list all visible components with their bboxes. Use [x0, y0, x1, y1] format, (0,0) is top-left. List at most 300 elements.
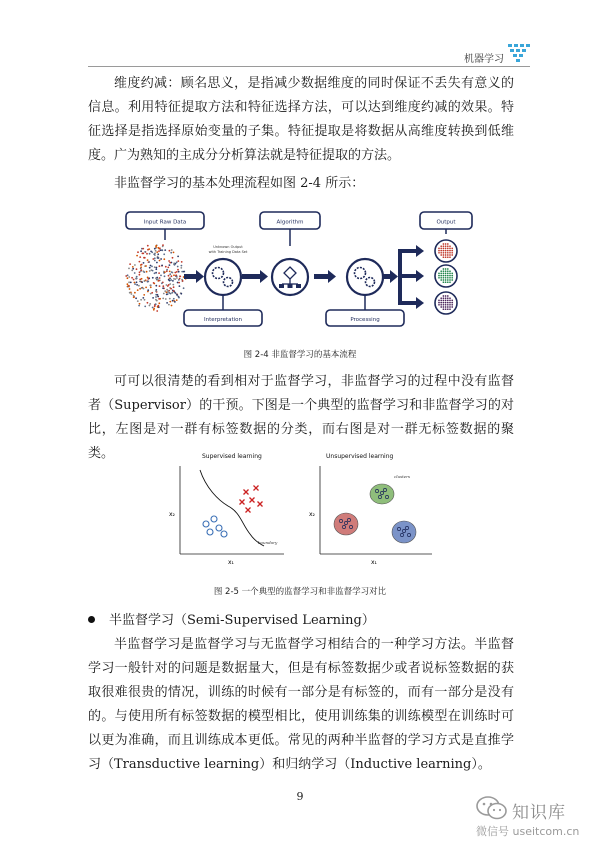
supervised-y-label: x₂ — [169, 511, 175, 518]
raw-data-point — [149, 267, 151, 269]
raw-data-point — [164, 249, 166, 251]
output-point — [443, 256, 445, 258]
class-a-circle — [203, 521, 209, 527]
raw-data-point — [163, 253, 165, 255]
raw-data-point — [164, 275, 166, 277]
output-point — [438, 277, 440, 279]
raw-data-point — [181, 265, 183, 267]
input-raw-data-box — [126, 212, 204, 229]
output-point — [445, 273, 447, 275]
output-point — [447, 243, 449, 245]
raw-data-point — [143, 257, 145, 259]
raw-data-point — [164, 271, 166, 273]
output-point — [443, 254, 445, 256]
class-b-cross — [254, 486, 259, 491]
raw-data-point — [169, 283, 171, 285]
output-point — [447, 306, 449, 308]
output-point — [449, 254, 451, 256]
raw-data-point — [179, 285, 181, 287]
raw-data-point — [173, 274, 175, 276]
output-point — [451, 248, 453, 250]
raw-data-point — [172, 300, 174, 302]
output-point — [449, 306, 451, 308]
processing-box — [326, 310, 404, 326]
figure-supervised-vs-unsupervised — [166, 448, 442, 572]
output-point — [438, 304, 440, 306]
raw-data-point — [151, 251, 153, 253]
page-number: 9 — [296, 790, 304, 803]
raw-data-point — [160, 258, 162, 260]
raw-data-point — [149, 305, 151, 307]
output-point — [447, 268, 449, 270]
raw-data-point — [144, 251, 146, 253]
output-point — [451, 252, 453, 254]
unsupervised-title: Unsupervised learning — [326, 453, 394, 460]
output-point — [447, 300, 449, 302]
raw-data-point — [178, 282, 180, 284]
output-point — [451, 277, 453, 279]
raw-data-point — [172, 257, 174, 259]
paragraph-flow-intro: 非监督学习的基本处理流程如图 2-4 所示： — [114, 176, 365, 191]
raw-data-point — [158, 298, 160, 300]
raw-data-point — [132, 268, 134, 270]
output-point — [438, 275, 440, 277]
page-header — [0, 0, 600, 70]
output-point — [440, 297, 442, 299]
output-point — [443, 297, 445, 299]
output-point — [447, 273, 449, 275]
raw-data-point — [155, 268, 157, 270]
raw-data-point — [133, 295, 135, 297]
class-b-cross — [250, 498, 255, 503]
output-point — [449, 270, 451, 272]
output-point — [443, 279, 445, 281]
output-point — [438, 248, 440, 250]
interpretation-label: Interpretation — [204, 317, 242, 323]
output-point — [443, 300, 445, 302]
raw-data-point — [132, 266, 134, 268]
output-point — [438, 252, 440, 254]
raw-data-point — [150, 286, 152, 288]
interpretation-gear-icon — [205, 259, 241, 295]
raw-data-point — [159, 277, 161, 279]
boundary-note: boundary — [258, 540, 278, 545]
raw-data-point — [139, 288, 141, 290]
raw-data-point — [144, 280, 146, 282]
raw-data-point — [169, 278, 171, 280]
raw-data-point — [161, 265, 163, 267]
raw-data-point — [136, 276, 138, 278]
output-point — [445, 268, 447, 270]
output-point — [447, 295, 449, 297]
output-point — [445, 279, 447, 281]
raw-data-point — [139, 256, 141, 258]
raw-data-point — [153, 309, 155, 311]
output-point — [447, 275, 449, 277]
raw-data-point — [156, 267, 158, 269]
raw-data-point — [141, 281, 143, 283]
raw-data-point — [152, 297, 154, 299]
raw-data-point — [135, 278, 137, 280]
output-point — [447, 277, 449, 279]
output-point — [445, 256, 447, 258]
raw-data-point — [173, 252, 175, 254]
output-point — [445, 281, 447, 283]
raw-data-point — [151, 266, 153, 268]
raw-data-point — [168, 275, 170, 277]
raw-data-point — [178, 297, 180, 299]
class-b-cross — [258, 502, 263, 507]
raw-data-point — [159, 260, 161, 262]
output-point — [451, 306, 453, 308]
output-point — [443, 277, 445, 279]
raw-data-point — [127, 277, 129, 279]
output-point — [440, 302, 442, 304]
output-point — [447, 270, 449, 272]
output-point — [443, 302, 445, 304]
watermark-name: 知识库 — [512, 803, 566, 823]
output-point — [443, 281, 445, 283]
raw-data-point — [155, 285, 157, 287]
raw-data-point — [173, 298, 175, 300]
raw-data-point — [177, 269, 179, 271]
raw-data-point — [172, 284, 174, 286]
supervised-points — [203, 486, 263, 538]
supervised-x-label: x₁ — [228, 559, 234, 566]
raw-data-point — [183, 287, 185, 289]
raw-data-point — [139, 281, 141, 283]
unsupervised-axes — [320, 466, 432, 554]
raw-data-point — [175, 274, 177, 276]
raw-data-point — [145, 287, 147, 289]
raw-data-point — [152, 258, 154, 260]
raw-data-point — [166, 294, 168, 296]
output-point — [445, 245, 447, 247]
output-point — [445, 295, 447, 297]
raw-data-point — [180, 267, 182, 269]
output-point — [445, 243, 447, 245]
raw-data-point — [147, 281, 149, 283]
output-point — [440, 277, 442, 279]
raw-data-point — [157, 296, 159, 298]
output-point — [445, 297, 447, 299]
raw-data-point — [128, 268, 130, 270]
raw-data-point — [155, 245, 157, 247]
raw-data-point — [156, 262, 158, 264]
raw-data-point — [134, 282, 136, 284]
raw-data-point — [127, 285, 129, 287]
raw-data-point — [146, 253, 148, 255]
raw-data-point — [149, 253, 151, 255]
output-point — [443, 304, 445, 306]
raw-data-point — [128, 276, 130, 278]
raw-data-point — [177, 260, 179, 262]
raw-data-point — [147, 259, 149, 261]
raw-data-point — [130, 282, 132, 284]
raw-data-point — [169, 273, 171, 275]
output-point — [449, 275, 451, 277]
raw-data-point — [134, 292, 136, 294]
raw-data-point — [152, 277, 154, 279]
output-point — [445, 306, 447, 308]
raw-data-point — [142, 297, 144, 299]
raw-data-point — [170, 288, 172, 290]
unsupervised-x-label: x₁ — [371, 559, 377, 566]
raw-data-point — [157, 256, 159, 258]
raw-data-point — [136, 281, 138, 283]
output-point — [449, 302, 451, 304]
raw-data-point — [168, 260, 170, 262]
output-point — [443, 250, 445, 252]
output-point — [438, 300, 440, 302]
raw-data-point — [131, 270, 133, 272]
raw-data-point — [177, 266, 179, 268]
raw-data-point — [134, 283, 136, 285]
raw-data-point — [168, 284, 170, 286]
raw-data-point — [166, 302, 168, 304]
raw-data-point — [147, 278, 149, 280]
raw-data-point — [154, 248, 156, 250]
raw-data-point — [139, 261, 141, 263]
output-point — [449, 250, 451, 252]
class-b-cross — [240, 500, 245, 505]
semi-supervised-heading-text: 半监督学习（Semi-Supervised Learning） — [109, 613, 375, 628]
raw-data-point — [171, 249, 173, 251]
class-a-circle — [207, 529, 213, 535]
output-point — [449, 273, 451, 275]
raw-data-point — [166, 269, 168, 271]
output-point — [451, 302, 453, 304]
raw-data-point — [137, 251, 139, 253]
output-point — [449, 304, 451, 306]
output-point — [447, 304, 449, 306]
raw-data-point — [168, 292, 170, 294]
raw-data-point — [172, 280, 174, 282]
raw-data-point — [149, 303, 151, 305]
output-point — [445, 270, 447, 272]
output-point — [445, 277, 447, 279]
input-raw-data-label: Input Raw Data — [143, 219, 187, 226]
raw-data-point — [127, 283, 129, 285]
algorithm-label: Algorithm — [276, 219, 304, 226]
output-point — [445, 254, 447, 256]
raw-data-point — [157, 294, 159, 296]
clusters-note: clusters — [394, 474, 411, 479]
raw-data-point — [155, 296, 157, 298]
raw-data-point — [169, 250, 171, 252]
raw-data-point — [174, 272, 176, 274]
output-point — [447, 297, 449, 299]
raw-data-point — [157, 278, 159, 280]
output-point — [449, 300, 451, 302]
output-point — [447, 302, 449, 304]
raw-data-point — [154, 272, 156, 274]
output-clusters — [435, 240, 457, 314]
raw-data-point — [163, 258, 165, 260]
raw-data-point — [156, 310, 158, 312]
raw-data-point — [131, 277, 133, 279]
output-point — [447, 250, 449, 252]
raw-data-point — [140, 269, 142, 271]
output-point — [451, 304, 453, 306]
raw-data-point — [157, 253, 159, 255]
raw-data-point — [133, 279, 135, 281]
wechat-icon — [476, 796, 508, 820]
output-point — [440, 250, 442, 252]
raw-data-point — [141, 287, 143, 289]
processing-gear-icon — [347, 259, 383, 295]
raw-data-point — [164, 290, 166, 292]
raw-data-point — [146, 271, 148, 273]
raw-data-point — [136, 268, 138, 270]
raw-data-point — [154, 260, 156, 262]
dot-grid-logo-icon — [508, 44, 530, 64]
raw-data-point — [181, 261, 183, 263]
raw-data-point — [143, 262, 145, 264]
output-point — [445, 250, 447, 252]
bullet-dot-icon — [88, 616, 95, 623]
raw-data-point — [171, 305, 173, 307]
raw-data-point — [183, 271, 185, 273]
raw-data-point — [147, 302, 149, 304]
raw-data-point — [162, 244, 164, 246]
raw-data-point — [136, 284, 138, 286]
raw-data-point — [155, 303, 157, 305]
raw-data-point — [174, 301, 176, 303]
paragraph-dimension-reduction: 维度约减：顾名思义，是指减少数据维度的同时保证不丢失有意义的信息。利用特征提取方法和特征选择方法，可以达到维度约减的效果。特征选择是指选择原始变量的子集。特征提取是将数据从高维度转换到低维度。广为熟知的主成分分析算法就是特征提取的方法。 — [88, 76, 514, 163]
raw-data-point — [143, 294, 145, 296]
unsupervised-y-label: x₂ — [309, 511, 315, 518]
watermark — [470, 796, 590, 842]
header-title: 机器学习 — [464, 54, 504, 65]
class-a-circle — [221, 531, 227, 537]
raw-data-point — [155, 250, 157, 252]
raw-data-point — [155, 299, 157, 301]
output-point — [447, 279, 449, 281]
output-point — [443, 308, 445, 310]
raw-data-point — [158, 250, 160, 252]
output-point — [451, 254, 453, 256]
raw-data-point — [129, 292, 131, 294]
output-point — [443, 248, 445, 250]
paragraph-semi-supervised: 半监督学习是监督学习与无监督学习相结合的一种学习方法。半监督学习一般针对的问题是数据量大，但是有标签数据少或者说标签数据的获取很难很贵的情况，训练的时候有一部分是有标签的，而有一部分是没有的。与使用所有标签数据的模型相比，使用训练集的训练模型在训练时可以更为准确，而且训练成本更低。常见的两种半监督的学习方式是直推学习（Transductive learning）和归纳学习（Inductive learning）。 — [88, 637, 514, 772]
raw-data-point — [140, 299, 142, 301]
output-point — [440, 252, 442, 254]
output-label: Output — [436, 219, 456, 226]
output-point — [449, 281, 451, 283]
raw-data-point — [176, 299, 178, 301]
raw-data-point — [161, 282, 163, 284]
raw-data-point — [148, 248, 150, 250]
output-point — [443, 270, 445, 272]
raw-data-point — [138, 305, 140, 307]
raw-data-point — [154, 305, 156, 307]
raw-data-point — [131, 293, 133, 295]
raw-data-point — [138, 285, 140, 287]
output-point — [447, 308, 449, 310]
raw-data-point — [176, 261, 178, 263]
raw-data-point — [151, 292, 153, 294]
raw-data-point — [136, 255, 138, 257]
raw-data-point — [140, 250, 142, 252]
raw-data-point — [169, 271, 171, 273]
raw-data-point — [174, 278, 176, 280]
output-point — [440, 275, 442, 277]
raw-data-point — [167, 290, 169, 292]
semi-supervised-heading — [88, 609, 375, 633]
output-point — [445, 300, 447, 302]
raw-data-point — [148, 261, 150, 263]
output-box — [420, 212, 472, 229]
output-point — [451, 250, 453, 252]
class-a-circle — [216, 525, 222, 531]
raw-data-point — [154, 266, 156, 268]
raw-data-point — [134, 272, 136, 274]
output-point — [440, 279, 442, 281]
figure-unsupervised-flow — [118, 204, 488, 332]
unsupervised-clusters — [334, 484, 416, 543]
raw-data-point — [134, 264, 136, 266]
gear-note-line1: Unknown Output — [213, 245, 243, 249]
output-point — [449, 279, 451, 281]
raw-data-point — [135, 297, 137, 299]
raw-data-point — [165, 298, 167, 300]
raw-data-point — [150, 265, 152, 267]
output-point — [440, 254, 442, 256]
raw-data-point — [181, 271, 183, 273]
raw-data-point — [139, 279, 141, 281]
raw-data-point — [169, 298, 171, 300]
raw-data-point — [165, 266, 167, 268]
raw-data-point — [179, 276, 181, 278]
raw-data-point — [128, 281, 130, 283]
output-point — [443, 252, 445, 254]
raw-data-point — [162, 287, 164, 289]
interpretation-box — [184, 310, 262, 326]
output-point — [440, 300, 442, 302]
paragraph-comparison: 可可以很清楚的看到相对于监督学习，非监督学习的过程中没有监督者（Supervisor）的干预。下图是一个典型的监督学习和非监督学习的对比，左图是对一群有标签数据的分类，而右图是对一群无标签数据的聚类。 — [88, 374, 514, 461]
raw-data-point — [158, 272, 160, 274]
raw-data-point — [152, 307, 154, 309]
output-point — [449, 245, 451, 247]
output-point — [438, 250, 440, 252]
raw-data-point — [173, 286, 175, 288]
raw-data-point — [139, 274, 141, 276]
output-point — [447, 252, 449, 254]
raw-data-point — [178, 279, 180, 281]
raw-data-point — [143, 271, 145, 273]
cluster-blob — [334, 513, 358, 535]
output-point — [445, 248, 447, 250]
raw-data-point — [171, 271, 173, 273]
header-rule — [88, 66, 530, 67]
output-point — [445, 302, 447, 304]
output-point — [440, 304, 442, 306]
output-point — [449, 297, 451, 299]
raw-data-scatter — [125, 244, 186, 312]
output-point — [447, 245, 449, 247]
raw-data-point — [158, 280, 160, 282]
raw-data-point — [145, 265, 147, 267]
output-point — [440, 245, 442, 247]
output-point — [440, 270, 442, 272]
raw-data-point — [159, 265, 161, 267]
raw-data-point — [180, 293, 182, 295]
output-point — [438, 273, 440, 275]
raw-data-point — [169, 264, 171, 266]
output-point — [449, 256, 451, 258]
raw-data-point — [144, 299, 146, 301]
